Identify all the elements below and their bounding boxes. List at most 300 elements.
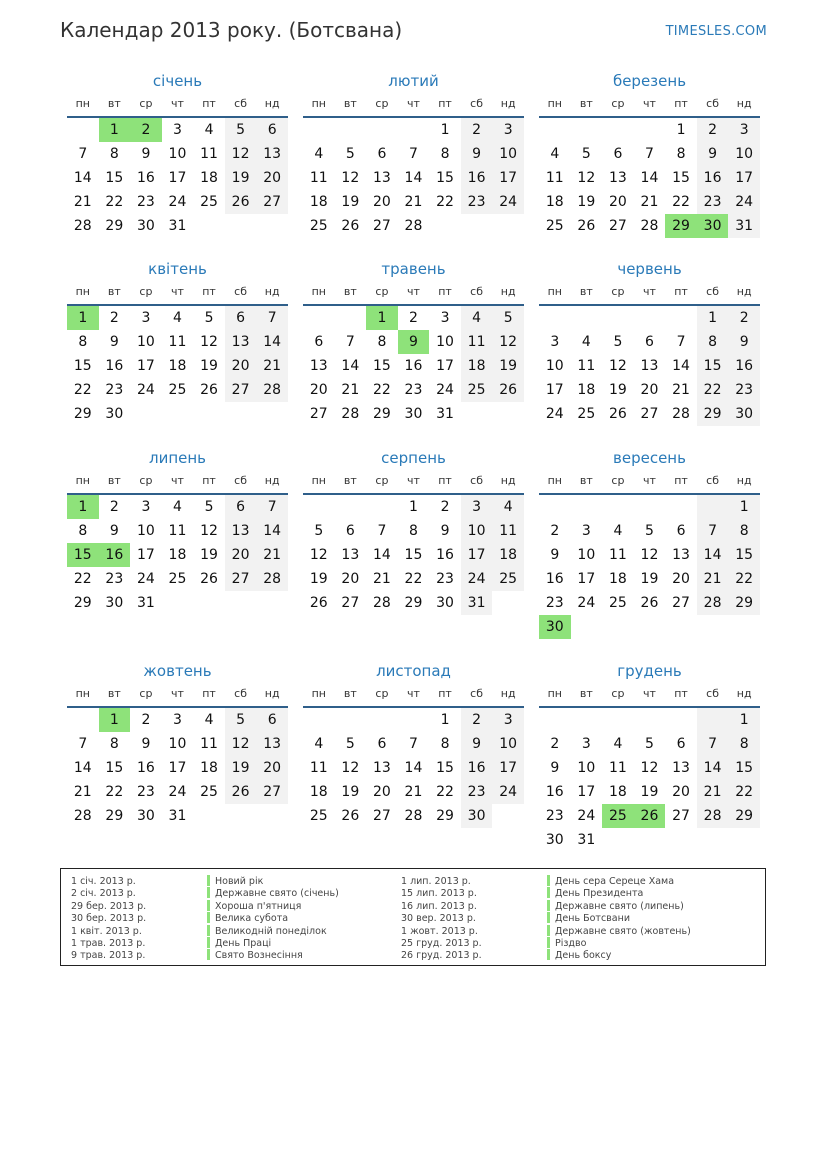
day-cell[interactable]: 18 xyxy=(461,354,493,378)
day-cell[interactable]: 12 xyxy=(341,170,360,186)
day-cell[interactable]: 10 xyxy=(577,547,596,563)
day-cell[interactable]: 18 xyxy=(309,784,328,800)
day-cell[interactable]: 13 xyxy=(672,547,690,563)
day-cell[interactable]: 8 xyxy=(440,146,450,162)
day-cell[interactable]: 15 xyxy=(436,170,454,186)
day-cell[interactable]: 24 xyxy=(461,567,493,591)
day-cell[interactable]: 3 xyxy=(173,712,182,728)
day-cell[interactable]: 26 xyxy=(225,190,257,214)
day-cell[interactable]: 23 xyxy=(461,780,493,804)
day-cell[interactable]: 15 xyxy=(404,547,423,563)
day-cell[interactable]: 7 xyxy=(697,732,729,756)
day-cell[interactable]: 1 xyxy=(697,306,729,330)
day-cell[interactable]: 8 xyxy=(78,523,88,539)
day-cell[interactable]: 31 xyxy=(436,406,454,422)
day-cell[interactable]: 2 xyxy=(109,499,119,515)
day-cell[interactable]: 20 xyxy=(225,354,257,378)
day-cell[interactable]: 21 xyxy=(640,194,659,210)
day-cell[interactable]: 15 xyxy=(105,170,124,186)
day-cell[interactable]: 10 xyxy=(461,519,493,543)
day-cell[interactable]: 17 xyxy=(168,170,187,186)
day-cell[interactable]: 29 xyxy=(404,595,423,611)
day-cell[interactable]: 16 xyxy=(105,358,124,374)
day-cell[interactable]: 26 xyxy=(341,218,360,234)
day-cell[interactable]: 2 xyxy=(409,310,418,326)
day-cell[interactable]: 1 xyxy=(99,118,131,142)
day-cell[interactable]: 16 xyxy=(404,358,423,374)
day-cell[interactable]: 9 xyxy=(461,142,493,166)
day-cell[interactable]: 22 xyxy=(105,194,124,210)
day-cell[interactable]: 6 xyxy=(613,146,623,162)
day-cell[interactable]: 1 xyxy=(67,306,99,330)
day-cell[interactable]: 26 xyxy=(309,595,328,611)
day-cell[interactable]: 13 xyxy=(256,732,288,756)
day-cell[interactable]: 14 xyxy=(672,358,690,374)
day-cell[interactable]: 17 xyxy=(168,760,187,776)
day-cell[interactable]: 25 xyxy=(545,218,564,234)
day-cell[interactable]: 3 xyxy=(550,334,560,350)
day-cell[interactable]: 22 xyxy=(697,378,729,402)
day-cell[interactable]: 19 xyxy=(341,194,360,210)
day-cell[interactable]: 18 xyxy=(168,547,187,563)
day-cell[interactable]: 18 xyxy=(545,194,564,210)
day-cell[interactable]: 23 xyxy=(136,194,155,210)
day-cell[interactable]: 20 xyxy=(372,784,391,800)
day-cell[interactable]: 26 xyxy=(608,406,627,422)
day-cell[interactable]: 23 xyxy=(461,190,493,214)
day-cell[interactable]: 20 xyxy=(672,571,690,587)
day-cell[interactable]: 24 xyxy=(728,190,760,214)
day-cell[interactable]: 3 xyxy=(141,310,151,326)
day-cell[interactable]: 4 xyxy=(173,499,182,515)
day-cell[interactable]: 5 xyxy=(645,523,654,539)
day-cell[interactable]: 4 xyxy=(461,306,493,330)
day-cell[interactable]: 30 xyxy=(539,615,571,639)
day-cell[interactable]: 12 xyxy=(309,547,328,563)
day-cell[interactable]: 3 xyxy=(440,310,450,326)
day-cell[interactable]: 29 xyxy=(728,591,760,615)
day-cell[interactable]: 16 xyxy=(461,166,493,190)
day-cell[interactable]: 27 xyxy=(256,780,288,804)
day-cell[interactable]: 8 xyxy=(697,330,729,354)
day-cell[interactable]: 25 xyxy=(492,567,524,591)
day-cell[interactable]: 30 xyxy=(545,832,564,848)
day-cell[interactable]: 4 xyxy=(314,146,324,162)
day-cell[interactable]: 5 xyxy=(345,146,355,162)
day-cell[interactable]: 10 xyxy=(577,760,596,776)
day-cell[interactable]: 17 xyxy=(136,358,155,374)
day-cell[interactable]: 31 xyxy=(168,808,187,824)
day-cell[interactable]: 12 xyxy=(341,760,360,776)
day-cell[interactable]: 2 xyxy=(550,523,560,539)
day-cell[interactable]: 19 xyxy=(225,756,257,780)
day-cell[interactable]: 25 xyxy=(168,571,187,587)
day-cell[interactable]: 7 xyxy=(345,334,355,350)
day-cell[interactable]: 1 xyxy=(440,712,450,728)
day-cell[interactable]: 19 xyxy=(309,571,328,587)
day-cell[interactable]: 13 xyxy=(372,170,391,186)
day-cell[interactable]: 5 xyxy=(314,523,324,539)
day-cell[interactable]: 31 xyxy=(168,218,187,234)
day-cell[interactable]: 7 xyxy=(645,146,654,162)
day-cell[interactable]: 15 xyxy=(672,170,690,186)
day-cell[interactable]: 13 xyxy=(672,760,690,776)
day-cell[interactable]: 28 xyxy=(372,595,391,611)
day-cell[interactable]: 14 xyxy=(640,170,659,186)
day-cell[interactable]: 14 xyxy=(341,358,360,374)
day-cell[interactable]: 13 xyxy=(341,547,360,563)
day-cell[interactable]: 9 xyxy=(550,760,560,776)
day-cell[interactable]: 9 xyxy=(550,547,560,563)
day-cell[interactable]: 21 xyxy=(256,543,288,567)
day-cell[interactable]: 9 xyxy=(109,334,119,350)
day-cell[interactable]: 17 xyxy=(577,784,596,800)
day-cell[interactable]: 23 xyxy=(436,571,454,587)
day-cell[interactable]: 12 xyxy=(200,334,218,350)
day-cell[interactable]: 23 xyxy=(105,382,124,398)
day-cell[interactable]: 22 xyxy=(436,194,454,210)
day-cell[interactable]: 1 xyxy=(99,708,131,732)
day-cell[interactable]: 11 xyxy=(168,523,187,539)
day-cell[interactable]: 3 xyxy=(492,708,524,732)
day-cell[interactable]: 6 xyxy=(377,736,387,752)
day-cell[interactable]: 23 xyxy=(105,571,124,587)
day-cell[interactable]: 16 xyxy=(136,760,155,776)
day-cell[interactable]: 20 xyxy=(672,784,690,800)
day-cell[interactable]: 5 xyxy=(204,499,214,515)
day-cell[interactable]: 15 xyxy=(67,543,99,567)
day-cell[interactable]: 20 xyxy=(256,756,288,780)
day-cell[interactable]: 31 xyxy=(728,214,760,238)
day-cell[interactable]: 29 xyxy=(697,402,729,426)
day-cell[interactable]: 27 xyxy=(608,218,627,234)
day-cell[interactable]: 28 xyxy=(640,218,659,234)
day-cell[interactable]: 13 xyxy=(225,519,257,543)
day-cell[interactable]: 14 xyxy=(372,547,391,563)
day-cell[interactable]: 27 xyxy=(672,595,690,611)
day-cell[interactable]: 28 xyxy=(404,808,423,824)
site-link[interactable]: TIMESLES.COM xyxy=(665,24,767,39)
day-cell[interactable]: 6 xyxy=(225,495,257,519)
day-cell[interactable]: 30 xyxy=(136,808,155,824)
day-cell[interactable]: 8 xyxy=(728,732,760,756)
day-cell[interactable]: 2 xyxy=(461,118,493,142)
day-cell[interactable]: 25 xyxy=(577,406,596,422)
day-cell[interactable]: 31 xyxy=(461,591,493,615)
day-cell[interactable]: 15 xyxy=(436,760,454,776)
day-cell[interactable]: 13 xyxy=(640,358,659,374)
day-cell[interactable]: 2 xyxy=(550,736,560,752)
day-cell[interactable]: 30 xyxy=(461,804,493,828)
day-cell[interactable]: 6 xyxy=(345,523,355,539)
day-cell[interactable]: 25 xyxy=(168,382,187,398)
day-cell[interactable]: 25 xyxy=(461,378,493,402)
day-cell[interactable]: 27 xyxy=(309,406,328,422)
day-cell[interactable]: 30 xyxy=(404,406,423,422)
day-cell[interactable]: 3 xyxy=(581,736,591,752)
day-cell[interactable]: 20 xyxy=(256,166,288,190)
day-cell[interactable]: 27 xyxy=(372,218,391,234)
day-cell[interactable]: 2 xyxy=(697,118,729,142)
day-cell[interactable]: 11 xyxy=(545,170,564,186)
day-cell[interactable]: 29 xyxy=(372,406,391,422)
day-cell[interactable]: 14 xyxy=(404,170,423,186)
day-cell[interactable]: 7 xyxy=(676,334,686,350)
day-cell[interactable]: 16 xyxy=(697,166,729,190)
day-cell[interactable]: 24 xyxy=(136,571,155,587)
day-cell[interactable]: 11 xyxy=(309,170,328,186)
day-cell[interactable]: 29 xyxy=(105,218,124,234)
day-cell[interactable]: 29 xyxy=(73,406,92,422)
day-cell[interactable]: 10 xyxy=(492,732,524,756)
day-cell[interactable]: 12 xyxy=(225,732,257,756)
day-cell[interactable]: 18 xyxy=(492,543,524,567)
day-cell[interactable]: 19 xyxy=(200,358,218,374)
day-cell[interactable]: 7 xyxy=(409,736,418,752)
day-cell[interactable]: 21 xyxy=(697,567,729,591)
day-cell[interactable]: 28 xyxy=(256,567,288,591)
day-cell[interactable]: 20 xyxy=(372,194,391,210)
day-cell[interactable]: 18 xyxy=(309,194,328,210)
day-cell[interactable]: 12 xyxy=(608,358,627,374)
day-cell[interactable]: 15 xyxy=(73,358,92,374)
day-cell[interactable]: 27 xyxy=(372,808,391,824)
day-cell[interactable]: 22 xyxy=(728,780,760,804)
day-cell[interactable]: 8 xyxy=(728,519,760,543)
day-cell[interactable]: 8 xyxy=(109,736,119,752)
day-cell[interactable]: 17 xyxy=(461,543,493,567)
day-cell[interactable]: 14 xyxy=(256,330,288,354)
day-cell[interactable]: 16 xyxy=(136,170,155,186)
day-cell[interactable]: 28 xyxy=(73,218,92,234)
day-cell[interactable]: 9 xyxy=(461,732,493,756)
day-cell[interactable]: 17 xyxy=(136,547,155,563)
day-cell[interactable]: 15 xyxy=(105,760,124,776)
day-cell[interactable]: 25 xyxy=(309,808,328,824)
day-cell[interactable]: 12 xyxy=(200,523,218,539)
day-cell[interactable]: 27 xyxy=(256,190,288,214)
day-cell[interactable]: 10 xyxy=(492,142,524,166)
day-cell[interactable]: 22 xyxy=(436,784,454,800)
day-cell[interactable]: 20 xyxy=(309,382,328,398)
day-cell[interactable]: 17 xyxy=(577,571,596,587)
day-cell[interactable]: 13 xyxy=(372,760,391,776)
day-cell[interactable]: 13 xyxy=(309,358,328,374)
day-cell[interactable]: 18 xyxy=(168,358,187,374)
day-cell[interactable]: 5 xyxy=(345,736,355,752)
day-cell[interactable]: 25 xyxy=(602,804,634,828)
day-cell[interactable]: 4 xyxy=(314,736,324,752)
day-cell[interactable]: 5 xyxy=(645,736,654,752)
day-cell[interactable]: 14 xyxy=(697,543,729,567)
day-cell[interactable]: 8 xyxy=(78,334,88,350)
day-cell[interactable]: 18 xyxy=(577,382,596,398)
day-cell[interactable]: 28 xyxy=(697,804,729,828)
day-cell[interactable]: 21 xyxy=(697,780,729,804)
day-cell[interactable]: 23 xyxy=(545,595,564,611)
day-cell[interactable]: 11 xyxy=(168,334,187,350)
day-cell[interactable]: 26 xyxy=(577,218,596,234)
day-cell[interactable]: 28 xyxy=(256,378,288,402)
day-cell[interactable]: 10 xyxy=(136,334,155,350)
day-cell[interactable]: 10 xyxy=(136,523,155,539)
day-cell[interactable]: 14 xyxy=(73,170,92,186)
day-cell[interactable]: 8 xyxy=(440,736,450,752)
day-cell[interactable]: 25 xyxy=(200,194,218,210)
day-cell[interactable]: 3 xyxy=(492,118,524,142)
day-cell[interactable]: 4 xyxy=(613,523,623,539)
day-cell[interactable]: 10 xyxy=(168,736,187,752)
day-cell[interactable]: 26 xyxy=(640,595,659,611)
day-cell[interactable]: 22 xyxy=(404,571,423,587)
day-cell[interactable]: 25 xyxy=(309,218,328,234)
day-cell[interactable]: 19 xyxy=(640,571,659,587)
day-cell[interactable]: 26 xyxy=(634,804,666,828)
day-cell[interactable]: 29 xyxy=(665,214,697,238)
day-cell[interactable]: 30 xyxy=(105,406,124,422)
day-cell[interactable]: 12 xyxy=(577,170,596,186)
day-cell[interactable]: 17 xyxy=(545,382,564,398)
day-cell[interactable]: 28 xyxy=(672,406,690,422)
day-cell[interactable]: 26 xyxy=(341,808,360,824)
day-cell[interactable]: 25 xyxy=(608,595,627,611)
day-cell[interactable]: 15 xyxy=(372,358,391,374)
day-cell[interactable]: 21 xyxy=(404,194,423,210)
day-cell[interactable]: 12 xyxy=(640,547,659,563)
day-cell[interactable]: 11 xyxy=(492,519,524,543)
day-cell[interactable]: 9 xyxy=(141,736,151,752)
day-cell[interactable]: 24 xyxy=(492,780,524,804)
day-cell[interactable]: 23 xyxy=(697,190,729,214)
day-cell[interactable]: 8 xyxy=(409,523,418,539)
day-cell[interactable]: 26 xyxy=(492,378,524,402)
day-cell[interactable]: 1 xyxy=(728,495,760,519)
day-cell[interactable]: 11 xyxy=(608,547,627,563)
day-cell[interactable]: 29 xyxy=(436,808,454,824)
day-cell[interactable]: 6 xyxy=(256,708,288,732)
day-cell[interactable]: 11 xyxy=(200,736,218,752)
day-cell[interactable]: 14 xyxy=(404,760,423,776)
day-cell[interactable]: 21 xyxy=(73,784,92,800)
day-cell[interactable]: 4 xyxy=(492,495,524,519)
day-cell[interactable]: 19 xyxy=(577,194,596,210)
day-cell[interactable]: 28 xyxy=(73,808,92,824)
day-cell[interactable]: 15 xyxy=(728,543,760,567)
day-cell[interactable]: 20 xyxy=(225,543,257,567)
day-cell[interactable]: 1 xyxy=(676,122,686,138)
day-cell[interactable]: 1 xyxy=(409,499,418,515)
day-cell[interactable]: 11 xyxy=(200,146,218,162)
day-cell[interactable]: 12 xyxy=(225,142,257,166)
day-cell[interactable]: 3 xyxy=(461,495,493,519)
day-cell[interactable]: 16 xyxy=(99,543,131,567)
day-cell[interactable]: 28 xyxy=(341,406,360,422)
day-cell[interactable]: 14 xyxy=(73,760,92,776)
day-cell[interactable]: 10 xyxy=(168,146,187,162)
day-cell[interactable]: 29 xyxy=(73,595,92,611)
day-cell[interactable]: 26 xyxy=(225,780,257,804)
day-cell[interactable]: 21 xyxy=(672,382,690,398)
day-cell[interactable]: 31 xyxy=(136,595,155,611)
day-cell[interactable]: 4 xyxy=(581,334,591,350)
day-cell[interactable]: 9 xyxy=(141,146,151,162)
day-cell[interactable]: 21 xyxy=(341,382,360,398)
day-cell[interactable]: 8 xyxy=(377,334,387,350)
day-cell[interactable]: 28 xyxy=(697,591,729,615)
day-cell[interactable]: 24 xyxy=(168,194,187,210)
day-cell[interactable]: 26 xyxy=(200,382,218,398)
day-cell[interactable]: 19 xyxy=(492,354,524,378)
day-cell[interactable]: 2 xyxy=(461,708,493,732)
day-cell[interactable]: 7 xyxy=(256,306,288,330)
day-cell[interactable]: 19 xyxy=(225,166,257,190)
day-cell[interactable]: 25 xyxy=(200,784,218,800)
day-cell[interactable]: 30 xyxy=(728,402,760,426)
day-cell[interactable]: 30 xyxy=(105,595,124,611)
day-cell[interactable]: 6 xyxy=(256,118,288,142)
day-cell[interactable]: 16 xyxy=(461,756,493,780)
day-cell[interactable]: 19 xyxy=(341,784,360,800)
day-cell[interactable]: 12 xyxy=(640,760,659,776)
day-cell[interactable]: 9 xyxy=(728,330,760,354)
day-cell[interactable]: 24 xyxy=(168,784,187,800)
day-cell[interactable]: 22 xyxy=(728,567,760,591)
day-cell[interactable]: 4 xyxy=(613,736,623,752)
day-cell[interactable]: 14 xyxy=(256,519,288,543)
day-cell[interactable]: 19 xyxy=(608,382,627,398)
day-cell[interactable]: 3 xyxy=(141,499,151,515)
day-cell[interactable]: 30 xyxy=(697,214,729,238)
day-cell[interactable]: 3 xyxy=(173,122,182,138)
day-cell[interactable]: 6 xyxy=(645,334,654,350)
day-cell[interactable]: 30 xyxy=(136,218,155,234)
day-cell[interactable]: 16 xyxy=(728,354,760,378)
day-cell[interactable]: 26 xyxy=(200,571,218,587)
day-cell[interactable]: 6 xyxy=(676,736,686,752)
day-cell[interactable]: 5 xyxy=(613,334,623,350)
day-cell[interactable]: 4 xyxy=(550,146,560,162)
day-cell[interactable]: 22 xyxy=(73,571,92,587)
day-cell[interactable]: 21 xyxy=(372,571,391,587)
day-cell[interactable]: 3 xyxy=(728,118,760,142)
day-cell[interactable]: 15 xyxy=(728,756,760,780)
day-cell[interactable]: 5 xyxy=(204,310,214,326)
day-cell[interactable]: 20 xyxy=(640,382,659,398)
day-cell[interactable]: 27 xyxy=(341,595,360,611)
day-cell[interactable]: 10 xyxy=(728,142,760,166)
day-cell[interactable]: 1 xyxy=(67,495,99,519)
day-cell[interactable]: 9 xyxy=(398,330,430,354)
day-cell[interactable]: 4 xyxy=(173,310,182,326)
day-cell[interactable]: 17 xyxy=(492,166,524,190)
day-cell[interactable]: 23 xyxy=(545,808,564,824)
day-cell[interactable]: 15 xyxy=(697,354,729,378)
day-cell[interactable]: 4 xyxy=(204,712,214,728)
day-cell[interactable]: 31 xyxy=(577,832,596,848)
day-cell[interactable]: 24 xyxy=(136,382,155,398)
day-cell[interactable]: 29 xyxy=(105,808,124,824)
day-cell[interactable]: 2 xyxy=(130,118,162,142)
day-cell[interactable]: 16 xyxy=(545,571,564,587)
day-cell[interactable]: 3 xyxy=(581,523,591,539)
day-cell[interactable]: 7 xyxy=(78,146,88,162)
day-cell[interactable]: 21 xyxy=(404,784,423,800)
day-cell[interactable]: 9 xyxy=(697,142,729,166)
day-cell[interactable]: 2 xyxy=(440,499,450,515)
day-cell[interactable]: 23 xyxy=(136,784,155,800)
day-cell[interactable]: 7 xyxy=(697,519,729,543)
day-cell[interactable]: 18 xyxy=(608,784,627,800)
